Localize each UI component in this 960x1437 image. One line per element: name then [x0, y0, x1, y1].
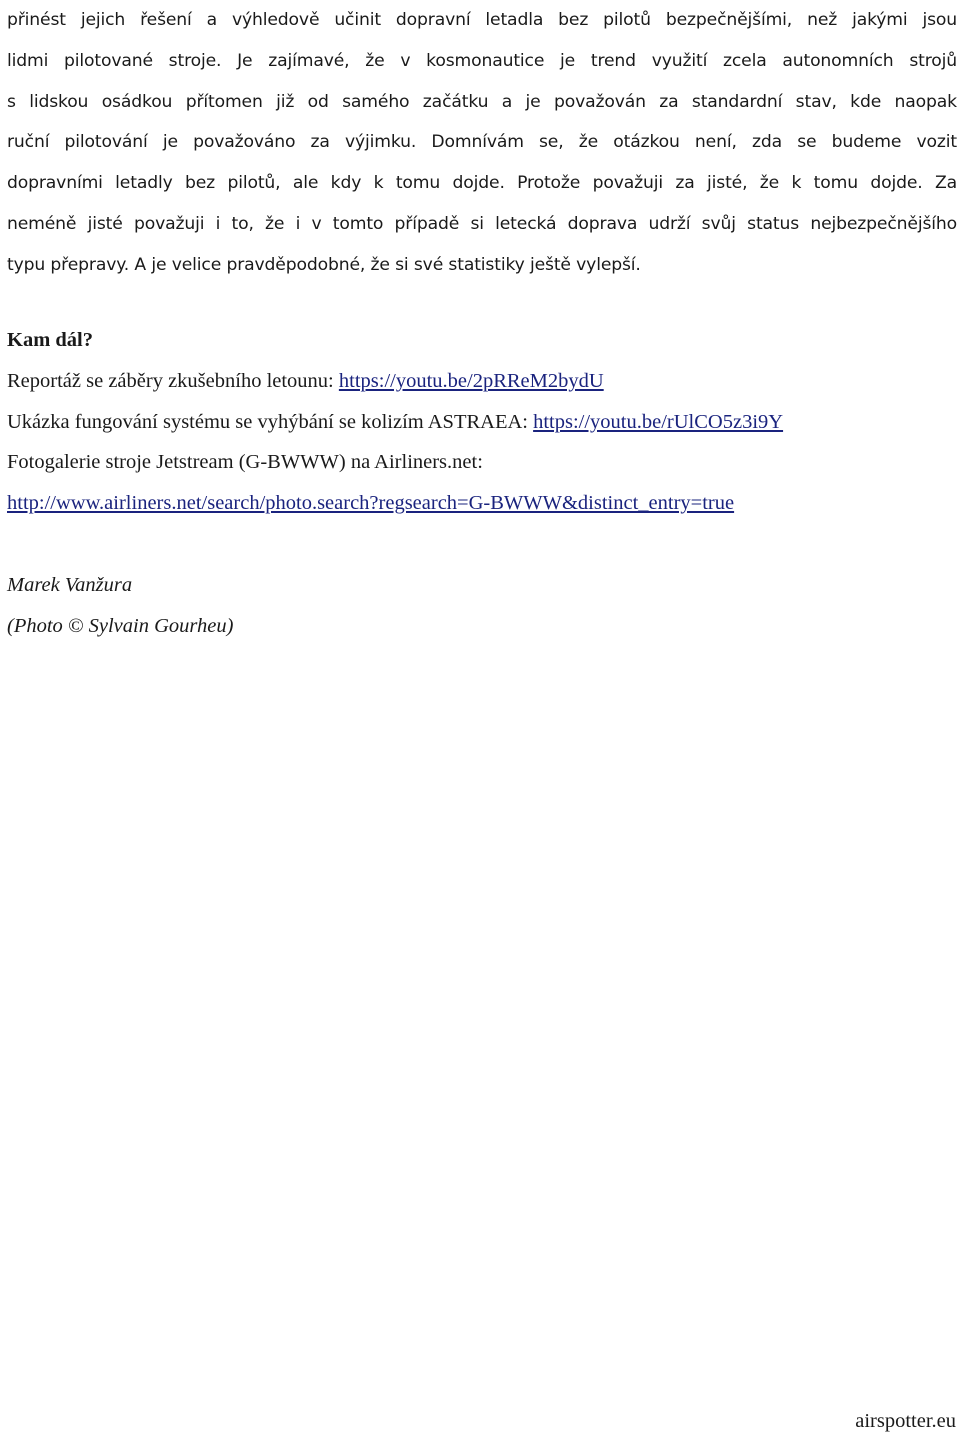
paragraph-line: přinést jejich řešení a výhledově učinit dopravní letadla bez pilotů bezpečnějšími, než jakými jsou	[7, 10, 957, 30]
paragraph-line: s lidskou osádkou přítomen již od samého začátku a je považován za standardní stav, kde naopak	[7, 91, 957, 112]
demo-link-row	[7, 402, 957, 443]
paragraph-line: lidmi pilotované stroje. Je zajímavé, že v kosmonautice je trend využití zcela autonomních strojů	[7, 50, 957, 71]
gallery-link-row	[7, 483, 957, 524]
article-body	[7, 0, 957, 286]
report-link[interactable]: https://youtu.be/2pRReM2bydU	[338, 369, 604, 392]
footer-site-name: airspotter.eu	[855, 1410, 956, 1432]
author-name: Marek Vanžura	[7, 574, 133, 596]
paragraph-line: dopravními letadly bez pilotů, ale kdy k tomu dojde. Protože považuji za jisté, že k tomu dojde. Za	[7, 173, 957, 194]
photo-credit: (Photo © Sylvain Gourheu)	[7, 614, 234, 637]
paragraph-line: typu přepravy. A je velice pravděpodobné, že si své statistiky ještě vylepší.	[7, 254, 641, 275]
further-reading-section	[7, 320, 957, 524]
gallery-link[interactable]: http://www.airliners.net/search/photo.search?regsearch=G-BWWW&distinct_entry=true	[7, 492, 735, 515]
section-heading: Kam dál?	[7, 329, 93, 351]
paragraph-line: neméně jisté považuji i to, že i v tomto případě si letecká doprava udrží svůj status nejbezpečnějšího	[7, 213, 957, 234]
demo-link-label: Ukázka fungování systému se vyhýbání se kolizím ASTRAEA:	[7, 410, 534, 433]
article-paragraph	[7, 0, 957, 286]
byline	[7, 565, 233, 647]
report-link-label: Reportáž se záběry zkušebního letounu:	[7, 369, 339, 392]
report-link-row	[7, 361, 957, 402]
gallery-link-label: Fotogalerie stroje Jetstream (G-BWWW) na Airliners.net:	[7, 451, 483, 474]
paragraph-line: ruční pilotování je považováno za výjimku. Domnívám se, že otázkou není, zda se budeme vozit	[7, 132, 957, 153]
demo-link[interactable]: https://youtu.be/rUlCO5z3i9Y	[533, 410, 784, 433]
